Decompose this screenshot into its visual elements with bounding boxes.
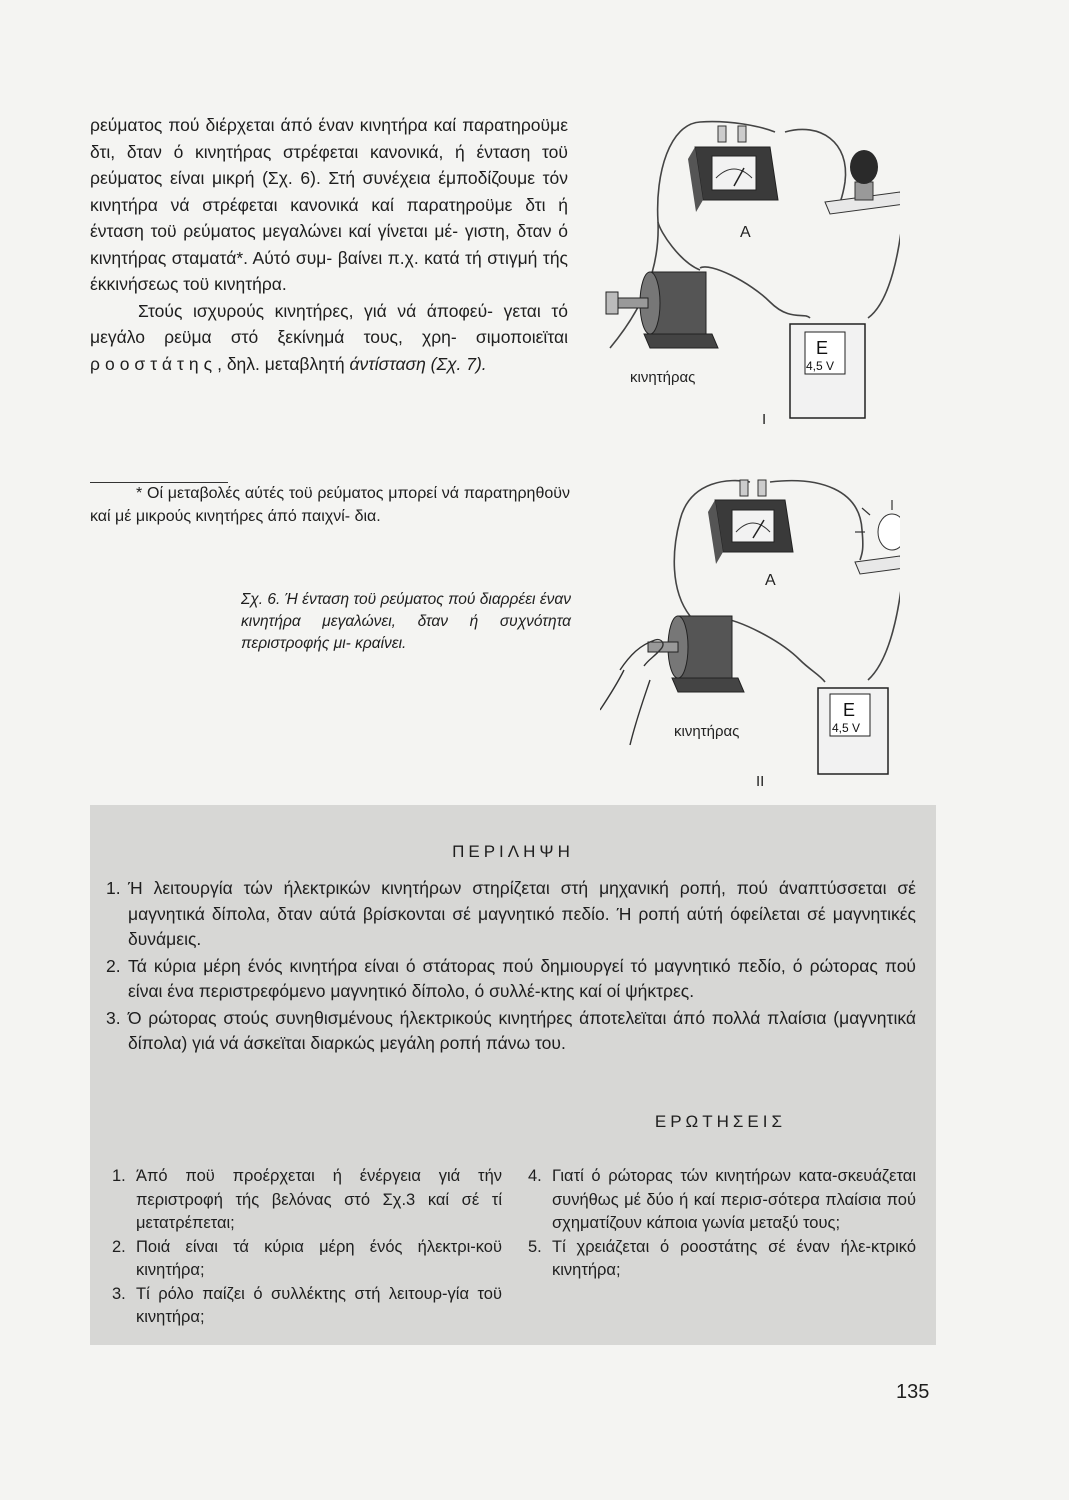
ammeter-label: A	[765, 572, 776, 589]
questions-right	[528, 1165, 916, 1283]
question-item: 5. Τί χρειάζεται ό ροοστάτης σέ έναν ήλε-κτρικό κινητήρα;	[528, 1237, 916, 1279]
summary-title: ΠΕΡΙΛΗΨΗ	[452, 842, 574, 861]
footnote-line: δια.	[354, 507, 381, 525]
text-line: βαίνει π.χ. κατά τή στιγμή τής έκκινήσεως τοϋ	[90, 247, 568, 294]
battery-letter: E	[816, 338, 829, 358]
summary-item: 2. Τά κύρια μέρη ένός κινητήρα είναι ό στάτορας πού δημιουργεί τό μαγνητικό πεδίο, ό ρώτορας πού είναι ένα περιστρεφόμενο μαγνητικό δίπολο, ό συλλέ-κτης καί οί ψήκτρες.	[106, 955, 916, 1001]
ammeter-label: A	[740, 224, 751, 241]
caption-line: διαρρέει έναν κινητήρα μεγαλώνει,	[241, 591, 571, 630]
battery-voltage: 4,5 V	[832, 721, 861, 735]
figure-roman: II	[756, 773, 765, 790]
summary-item: 3. Ό ρώτορας στούς συνηθισμένους ήλεκτρικούς κινητήρες άποτελεϊται άπό πολλά πλαίσια (μαγνητικά δίπολα) γιά νά άσκεϊται διαρκώς μεγάλη ροπή πάνω του.	[106, 1007, 916, 1053]
paragraph-1	[90, 112, 568, 298]
summary-list	[106, 876, 916, 1058]
term-rheostat: ροοστάτης	[90, 353, 218, 374]
text-line: κινητήρα.	[214, 274, 287, 294]
paragraph-2	[90, 298, 568, 378]
figure-roman: I	[762, 411, 767, 428]
caption-line: Σχ. 6. Ή ένταση τοϋ ρεύματος πού	[241, 591, 476, 608]
battery-voltage: 4,5 V	[806, 359, 835, 373]
caption-line: δταν ή συχνότητα περιστροφής μι-	[241, 613, 572, 652]
questions-title: ΕΡΩΤΗΣΕΙΣ	[654, 1112, 786, 1131]
figure-caption	[241, 589, 571, 655]
text-line: Στούς ισχυρούς κινητήρες, γιά νά άποφεύ-	[138, 300, 493, 321]
text-line: , δηλ. μεταβλητή	[217, 353, 345, 374]
text-line: νά στρέφεται κανονικά καί παρατηροϋμε δτι ή	[170, 194, 568, 215]
motor-label: κινητήρας	[630, 369, 696, 386]
motor	[606, 272, 718, 348]
main-text	[90, 112, 568, 377]
text-line: γεται τό μεγάλο ρεϋμα στό ξεκίνημά τους, χρη-	[90, 300, 568, 347]
text-line: (Σχ. 6). Στή συνέχεια έμποδίζουμε τόν κινητήρα	[90, 168, 569, 215]
battery	[790, 324, 865, 418]
text-line: κανονικά, ή ένταση τοϋ ρεύματος είναι μικρή	[90, 141, 568, 188]
question-item: 1. Άπό ποϋ προέρχεται ή ένέργεια γιά τήν περιστροφή τής βελόνας στό Σχ.3 καί σέ τί μετατρέπεται;	[112, 1167, 502, 1232]
footnote	[90, 483, 570, 528]
question-item: 4. Γιατί ό ρώτορας τών κινητήρων κατα-σκευάζεται συνήθως μέ δύο ή καί περισ-σότερα πλαίσια πού σχηματίζουν κάποια γωνία μεταξύ τους;	[528, 1167, 916, 1232]
text-line: σιμοποιεϊται	[475, 327, 568, 347]
summary-item: 1. Ή λειτουργία τών ήλεκτρικών κινητήρων στηρίζεται στή μηχανική ροπή, πού άναπτύσσεται σέ μαγνητικά δίπολα, δταν αύτά βρίσκονται σέ μαγνητικό πεδίο. Ή ροπή αύτή όφείλεται σέ μαγνητικές δυνάμεις.	[106, 878, 916, 949]
caption-line: κραίνει.	[355, 635, 407, 652]
text-line: άντίσταση (Σχ. 7).	[349, 353, 487, 374]
motor-label: κινητήρας	[674, 723, 740, 740]
footnote-line: παρατηρηθοϋν καί μέ μικρούς κινητήρες άπό παιχνί-	[90, 485, 570, 525]
lamp	[825, 150, 900, 214]
text-line: ρεύματος πού διέρχεται άπό έναν κινητήρα καί	[90, 115, 457, 135]
hand-illustration	[600, 640, 663, 745]
question-item: 2. Ποιά είναι τά κύρια μέρη ένός ήλεκτρι-κοϋ κινητήρα;	[112, 1237, 502, 1279]
figure-circuit-2	[600, 470, 900, 795]
text-line: παρατηροϋμε δτι, δταν ό κινητήρας στρέφεται	[90, 115, 568, 162]
footnote-line: * Οί μεταβολές αύτές τοϋ ρεύματος μπορεί νά	[136, 485, 460, 502]
page-number: 135	[896, 1381, 930, 1403]
questions-left	[112, 1165, 502, 1330]
question-item: 3. Τί ρόλο παίζει ό συλλέκτης στή λειτουρ-γία τοϋ κινητήρα;	[112, 1284, 502, 1326]
lamp	[855, 500, 900, 574]
battery	[818, 688, 888, 774]
figure-circuit-1	[600, 112, 900, 437]
text-line: ένταση τοϋ ρεύματος μεγαλώνει καί γίνεται μέ-	[90, 221, 459, 241]
text-line: γιστη, δταν ό κινητήρας σταματά*. Αύτό συμ-	[90, 221, 568, 268]
motor	[648, 616, 744, 692]
ammeter	[688, 126, 778, 241]
ammeter	[708, 480, 793, 589]
battery-letter: E	[843, 700, 856, 720]
